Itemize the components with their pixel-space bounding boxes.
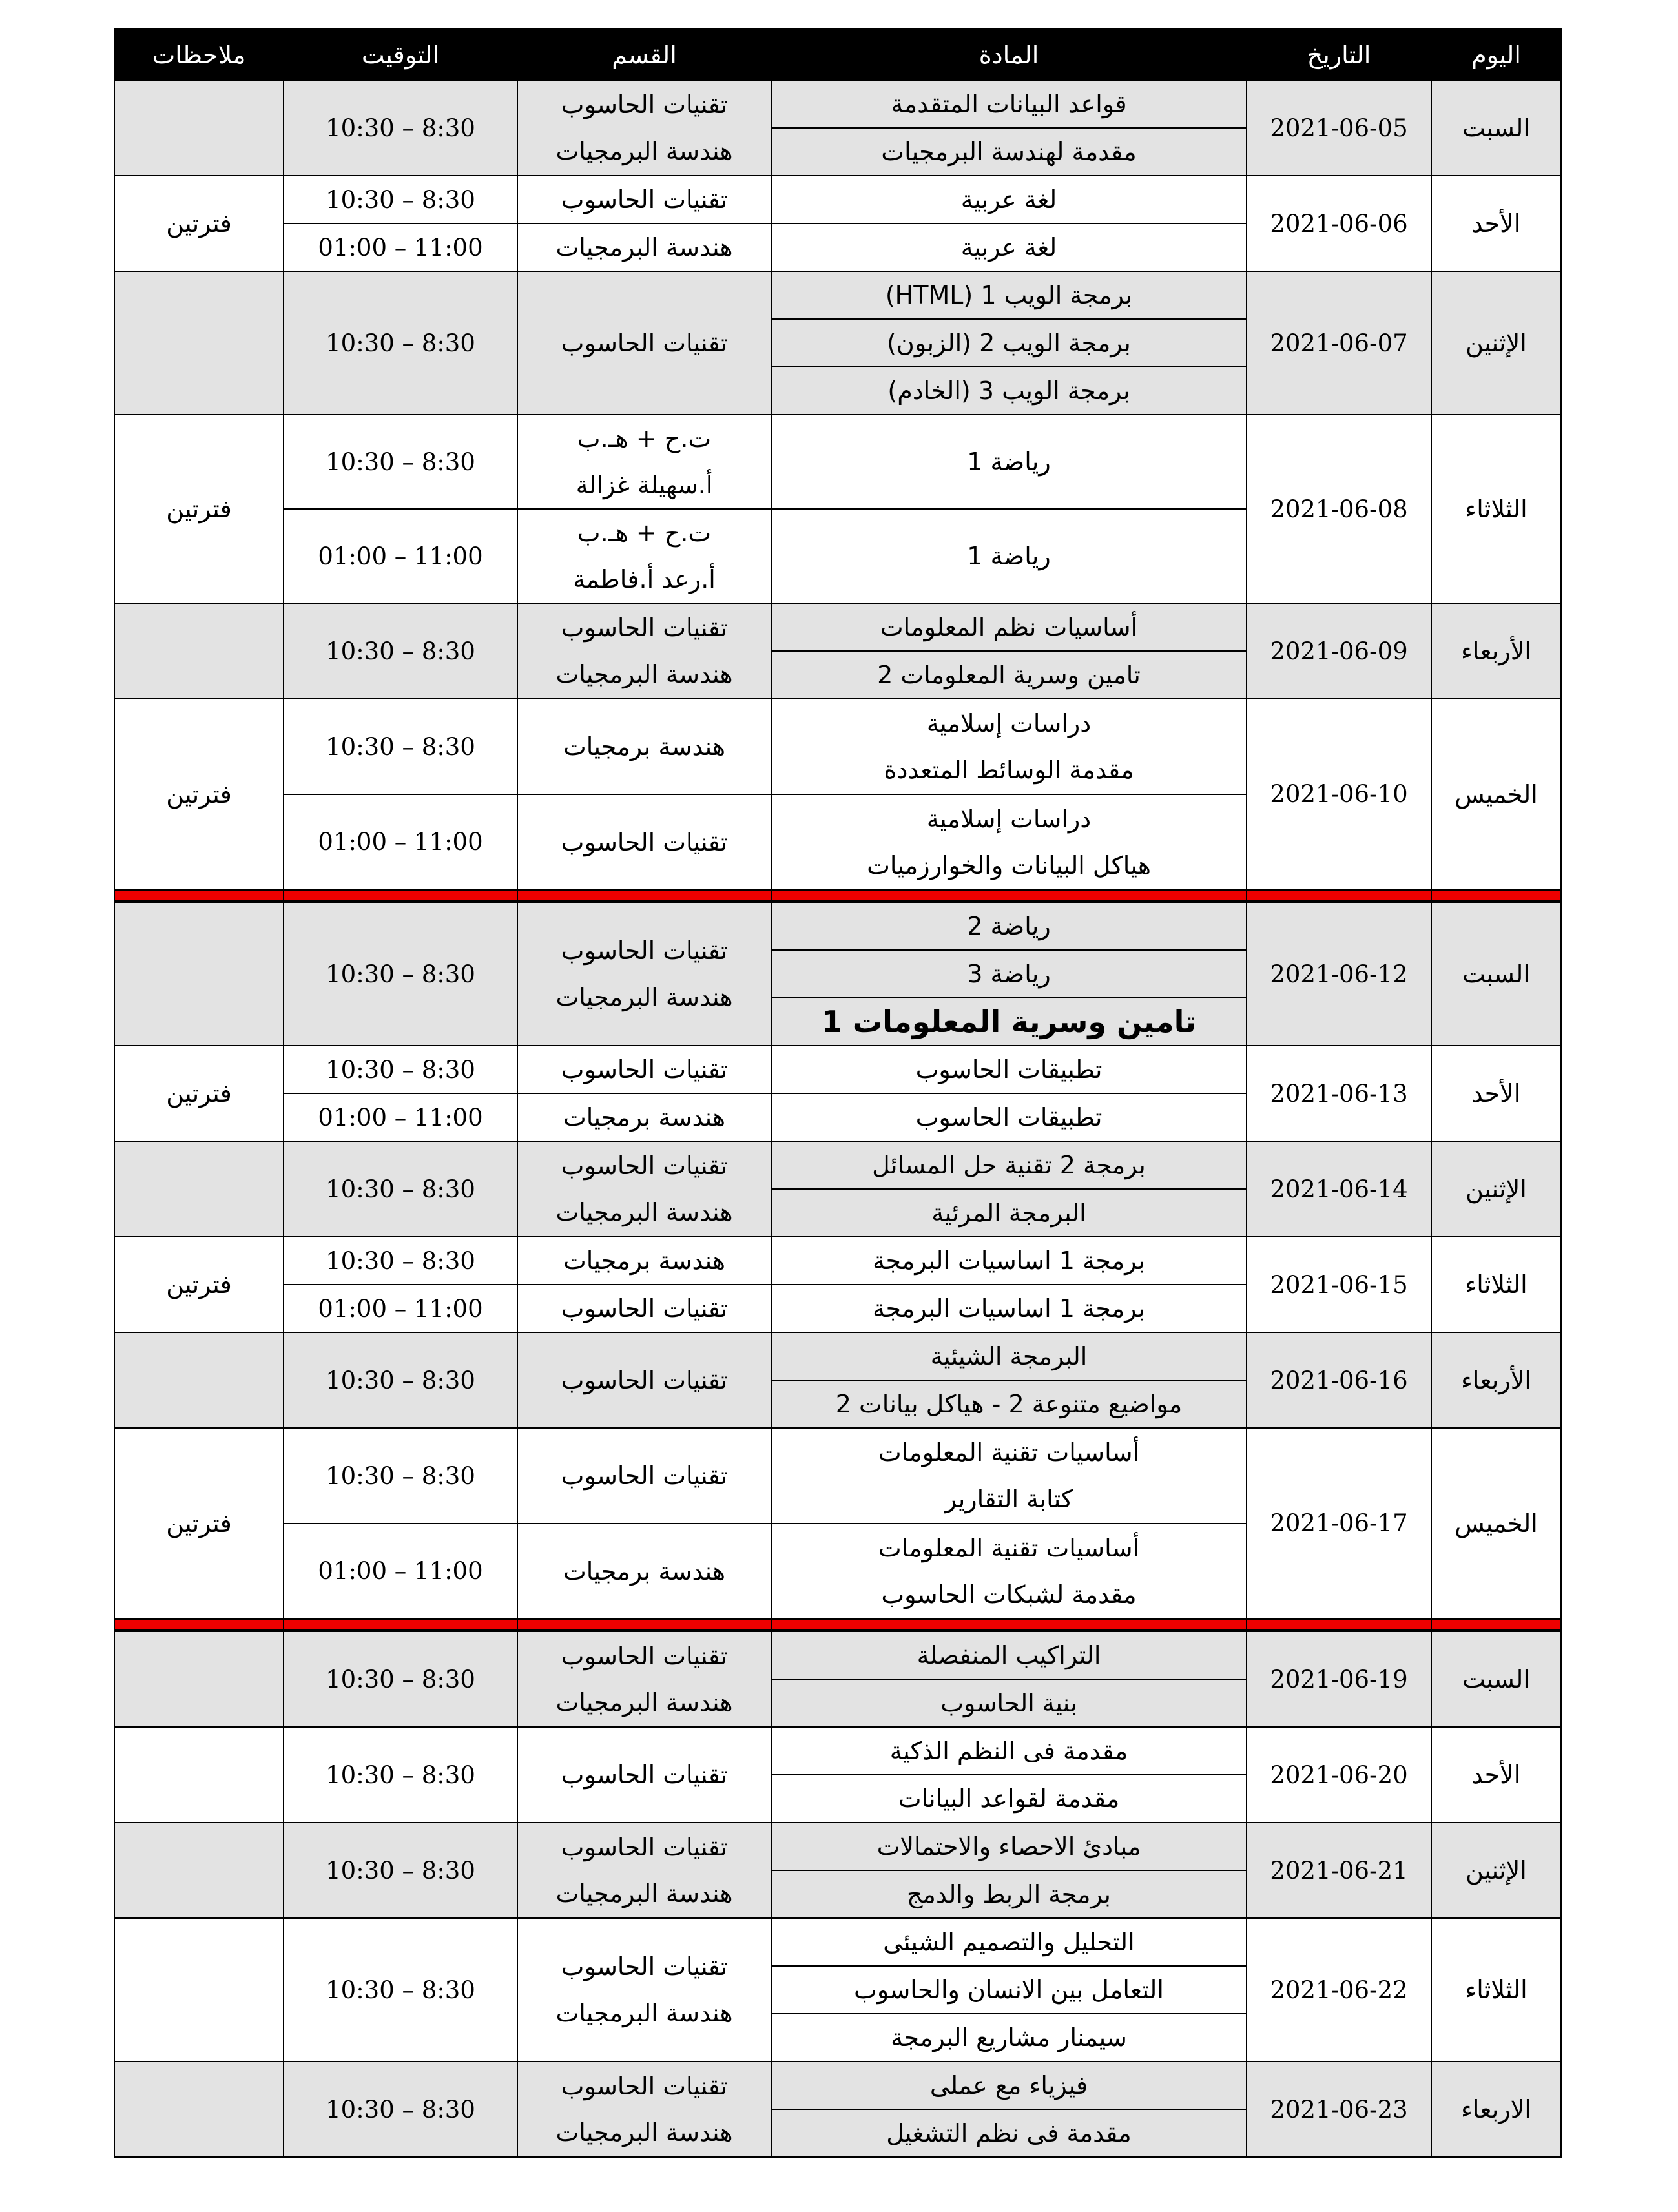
schedule-row bbox=[114, 1823, 1561, 1870]
subject-text: مقدمة لشبكات الحاسوب bbox=[881, 1580, 1137, 1609]
subject-text: كتابة التقارير bbox=[944, 1485, 1073, 1513]
department-text: تقنيات الحاسوب bbox=[561, 185, 728, 214]
separator-cell bbox=[114, 1619, 284, 1631]
subject-cell bbox=[771, 1380, 1247, 1428]
date-cell: 2021-06-12 bbox=[1247, 902, 1431, 1046]
department-text: أ.رعد أ.فاطمة bbox=[573, 565, 716, 594]
department-cell bbox=[517, 1918, 771, 2062]
schedule-row bbox=[114, 603, 1561, 651]
separator-cell bbox=[771, 890, 1247, 902]
schedule-row bbox=[114, 2062, 1561, 2109]
schedule-row bbox=[114, 80, 1561, 128]
time-cell: 01:00 – 11:00 bbox=[284, 223, 517, 271]
date-cell: 2021-06-13 bbox=[1247, 1046, 1431, 1141]
separator-cell bbox=[284, 890, 517, 902]
subject-cell bbox=[771, 1285, 1247, 1332]
department-text: تقنيات الحاسوب bbox=[561, 936, 728, 965]
subject-cell bbox=[771, 2062, 1247, 2109]
day-cell: الأحد bbox=[1431, 1046, 1561, 1141]
department-text: تقنيات الحاسوب bbox=[561, 1642, 728, 1670]
subject-text: مقدمة فى النظم الذكية bbox=[889, 1737, 1128, 1765]
subject-text: لغة عربية bbox=[960, 233, 1057, 262]
day-cell: الإثنين bbox=[1431, 1141, 1561, 1237]
subject-text: مقدمة لهندسة البرمجيات bbox=[881, 138, 1137, 166]
subject-text: التعامل بين الانسان والحاسوب bbox=[854, 1976, 1164, 2004]
subject-cell bbox=[771, 603, 1247, 651]
department-text: تقنيات الحاسوب bbox=[561, 1294, 728, 1323]
date-cell: 2021-06-16 bbox=[1247, 1332, 1431, 1428]
notes-cell: فترتين bbox=[114, 699, 284, 890]
header-date: التاريخ bbox=[1247, 29, 1431, 80]
schedule-row bbox=[114, 699, 1561, 794]
department-text: هندسة البرمجيات bbox=[555, 1999, 733, 2027]
department-cell bbox=[517, 603, 771, 699]
department-cell bbox=[517, 1141, 771, 1237]
department-cell bbox=[517, 223, 771, 271]
subject-text: رياضة 3 bbox=[967, 960, 1051, 988]
day-cell: السبت bbox=[1431, 80, 1561, 176]
subject-cell bbox=[771, 1823, 1247, 1870]
day-cell: الخميس bbox=[1431, 699, 1561, 890]
time-cell: 01:00 – 11:00 bbox=[284, 1524, 517, 1619]
department-text: أ.سهيلة غزالة bbox=[575, 471, 713, 499]
department-cell bbox=[517, 1823, 771, 1918]
notes-cell bbox=[114, 1823, 284, 1918]
date-cell: 2021-06-23 bbox=[1247, 2062, 1431, 2157]
subject-text: قواعد البيانات المتقدمة bbox=[891, 90, 1127, 118]
schedule-row bbox=[114, 1141, 1561, 1189]
time-cell: 01:00 – 11:00 bbox=[284, 509, 517, 603]
subject-text: أساسيات تقنية المعلومات bbox=[878, 1438, 1140, 1467]
notes-cell: فترتين bbox=[114, 1428, 284, 1619]
time-cell: 10:30 – 8:30 bbox=[284, 1141, 517, 1237]
department-cell bbox=[517, 794, 771, 890]
notes-cell bbox=[114, 2062, 284, 2157]
notes-cell: فترتين bbox=[114, 1237, 284, 1332]
subject-cell bbox=[771, 271, 1247, 319]
subject-text: رياضة 2 bbox=[967, 912, 1051, 940]
subject-text: دراسات إسلامية bbox=[926, 709, 1092, 738]
time-cell: 10:30 – 8:30 bbox=[284, 1918, 517, 2062]
notes-cell bbox=[114, 1631, 284, 1727]
week-separator bbox=[114, 1619, 1561, 1631]
subject-cell bbox=[771, 1775, 1247, 1823]
header-department: القسم bbox=[517, 29, 771, 80]
department-text: هندسة البرمجيات bbox=[555, 660, 733, 688]
header-day: اليوم bbox=[1431, 29, 1561, 80]
subject-text: مقدمة لقواعد البيانات bbox=[898, 1784, 1120, 1813]
date-cell: 2021-06-08 bbox=[1247, 415, 1431, 603]
subject-text: تامين وسرية المعلومات 2 bbox=[877, 661, 1141, 689]
time-cell: 10:30 – 8:30 bbox=[284, 80, 517, 176]
time-cell: 10:30 – 8:30 bbox=[284, 2062, 517, 2157]
subject-text: البرمجة المرئية bbox=[931, 1199, 1086, 1227]
time-cell: 10:30 – 8:30 bbox=[284, 1237, 517, 1285]
subject-cell bbox=[771, 176, 1247, 223]
schedule-row bbox=[114, 415, 1561, 509]
time-cell: 10:30 – 8:30 bbox=[284, 1428, 517, 1524]
date-cell: 2021-06-22 bbox=[1247, 1918, 1431, 2062]
subject-text: برمجة 2 تقنية حل المسائل bbox=[872, 1151, 1146, 1179]
department-text: تقنيات الحاسوب bbox=[561, 1761, 728, 1789]
subject-cell bbox=[771, 1332, 1247, 1380]
department-text: تقنيات الحاسوب bbox=[561, 1952, 728, 1981]
date-cell: 2021-06-10 bbox=[1247, 699, 1431, 890]
day-cell: الثلاثاء bbox=[1431, 415, 1561, 603]
schedule-row bbox=[114, 902, 1561, 950]
schedule-row bbox=[114, 271, 1561, 319]
subject-text: رياضة 1 bbox=[967, 542, 1051, 570]
date-cell: 2021-06-09 bbox=[1247, 603, 1431, 699]
subject-text: مواضيع متنوعة 2 - هياكل بيانات 2 bbox=[835, 1390, 1183, 1418]
day-cell: السبت bbox=[1431, 902, 1561, 1046]
separator-cell bbox=[1431, 1619, 1561, 1631]
department-text: هندسة برمجيات bbox=[563, 732, 725, 761]
subject-text: برمجة الويب 1 (HTML) bbox=[885, 281, 1133, 309]
date-cell: 2021-06-20 bbox=[1247, 1727, 1431, 1823]
subject-cell bbox=[771, 128, 1247, 176]
subject-text: فيزياء مع عملى bbox=[929, 2071, 1088, 2100]
department-cell bbox=[517, 271, 771, 415]
subject-cell bbox=[771, 1141, 1247, 1189]
day-cell: الأحد bbox=[1431, 1727, 1561, 1823]
subject-cell bbox=[771, 415, 1247, 509]
separator-cell bbox=[1247, 1619, 1431, 1631]
department-text: تقنيات الحاسوب bbox=[561, 1833, 728, 1861]
department-text: ت.ح + هـ.ب bbox=[577, 424, 712, 453]
subject-text: مقدمة الوسائط المتعددة bbox=[884, 756, 1134, 784]
subject-text: البرمجة الشيئية bbox=[930, 1342, 1088, 1370]
notes-cell: فترتين bbox=[114, 176, 284, 271]
subject-cell bbox=[771, 950, 1247, 998]
department-cell bbox=[517, 1631, 771, 1727]
subject-cell bbox=[771, 1918, 1247, 1966]
day-cell: الأربعاء bbox=[1431, 1332, 1561, 1428]
department-cell bbox=[517, 80, 771, 176]
time-cell: 10:30 – 8:30 bbox=[284, 902, 517, 1046]
subject-text: التراكيب المنفصلة bbox=[917, 1641, 1101, 1669]
time-cell: 10:30 – 8:30 bbox=[284, 699, 517, 794]
day-cell: الثلاثاء bbox=[1431, 1918, 1561, 2062]
department-text: هندسة برمجيات bbox=[563, 1246, 725, 1275]
date-cell: 2021-06-07 bbox=[1247, 271, 1431, 415]
time-cell: 10:30 – 8:30 bbox=[284, 1727, 517, 1823]
department-cell bbox=[517, 415, 771, 509]
subject-text: تطبيقات الحاسوب bbox=[915, 1103, 1103, 1132]
time-cell: 01:00 – 11:00 bbox=[284, 794, 517, 890]
notes-cell bbox=[114, 1332, 284, 1428]
subject-cell bbox=[771, 367, 1247, 415]
day-cell: الإثنين bbox=[1431, 1823, 1561, 1918]
department-cell bbox=[517, 1428, 771, 1524]
header-row bbox=[114, 29, 1561, 80]
subject-text: بنية الحاسوب bbox=[940, 1689, 1077, 1717]
subject-cell bbox=[771, 223, 1247, 271]
department-text: هندسة البرمجيات bbox=[555, 137, 733, 165]
notes-cell bbox=[114, 603, 284, 699]
schedule-row bbox=[114, 1918, 1561, 1966]
notes-cell bbox=[114, 271, 284, 415]
department-text: هندسة برمجيات bbox=[563, 1556, 725, 1586]
day-cell: الخميس bbox=[1431, 1428, 1561, 1619]
subject-text: تطبيقات الحاسوب bbox=[915, 1055, 1103, 1084]
date-cell: 2021-06-17 bbox=[1247, 1428, 1431, 1619]
time-cell: 10:30 – 8:30 bbox=[284, 176, 517, 223]
department-text: هندسة برمجيات bbox=[563, 1103, 725, 1132]
schedule-row bbox=[114, 1237, 1561, 1285]
separator-cell bbox=[1247, 890, 1431, 902]
department-text: هندسة البرمجيات bbox=[555, 1879, 733, 1908]
separator-cell bbox=[771, 1619, 1247, 1631]
subject-text: رياضة 1 bbox=[967, 448, 1051, 476]
day-cell: الأحد bbox=[1431, 176, 1561, 271]
subject-text: أساسيات تقنية المعلومات bbox=[878, 1533, 1140, 1562]
subject-cell bbox=[771, 1189, 1247, 1237]
subject-cell bbox=[771, 1870, 1247, 1918]
notes-cell: فترتين bbox=[114, 1046, 284, 1141]
notes-cell bbox=[114, 1141, 284, 1237]
subject-text: برمجة 1 اساسيات البرمجة bbox=[873, 1246, 1145, 1275]
subject-cell bbox=[771, 1966, 1247, 2014]
notes-cell bbox=[114, 1918, 284, 2062]
department-text: تقنيات الحاسوب bbox=[561, 329, 728, 357]
subject-text: هياكل البيانات والخوارزميات bbox=[867, 851, 1151, 880]
date-cell: 2021-06-05 bbox=[1247, 80, 1431, 176]
subject-text: مقدمة فى نظم التشغيل bbox=[886, 2119, 1132, 2147]
date-cell: 2021-06-15 bbox=[1247, 1237, 1431, 1332]
subject-cell bbox=[771, 80, 1247, 128]
subject-cell bbox=[771, 1524, 1247, 1619]
schedule-row bbox=[114, 1631, 1561, 1679]
subject-text: تامين وسرية المعلومات 1 bbox=[821, 1004, 1197, 1039]
department-cell bbox=[517, 1524, 771, 1619]
day-cell: الإثنين bbox=[1431, 271, 1561, 415]
department-text: تقنيات الحاسوب bbox=[561, 1055, 728, 1084]
department-text: هندسة البرمجيات bbox=[555, 1688, 733, 1717]
separator-cell bbox=[517, 1619, 771, 1631]
subject-cell bbox=[771, 1093, 1247, 1141]
time-cell: 10:30 – 8:30 bbox=[284, 1046, 517, 1093]
subject-text: برمجة 1 اساسيات البرمجة bbox=[873, 1294, 1145, 1323]
department-cell bbox=[517, 2062, 771, 2157]
subject-text: التحليل والتصميم الشيئى bbox=[883, 1928, 1135, 1956]
department-text: تقنيات الحاسوب bbox=[561, 1152, 728, 1180]
time-cell: 10:30 – 8:30 bbox=[284, 271, 517, 415]
day-cell: الأربعاء bbox=[1431, 603, 1561, 699]
subject-text: دراسات إسلامية bbox=[926, 804, 1092, 833]
subject-cell bbox=[771, 699, 1247, 794]
notes-cell bbox=[114, 80, 284, 176]
schedule-row bbox=[114, 1727, 1561, 1775]
department-cell bbox=[517, 699, 771, 794]
schedule-body bbox=[114, 80, 1561, 2157]
department-text: تقنيات الحاسوب bbox=[561, 2072, 728, 2100]
subject-text: برمجة الويب 3 (الخادم) bbox=[887, 377, 1130, 405]
subject-cell bbox=[771, 1679, 1247, 1727]
day-cell: الثلاثاء bbox=[1431, 1237, 1561, 1332]
subject-cell bbox=[771, 2109, 1247, 2157]
date-cell: 2021-06-19 bbox=[1247, 1631, 1431, 1727]
separator-cell bbox=[1431, 890, 1561, 902]
department-text: هندسة البرمجيات bbox=[555, 2118, 733, 2147]
subject-text: برمجة الربط والدمج bbox=[906, 1880, 1112, 1908]
subject-cell bbox=[771, 2014, 1247, 2062]
department-text: تقنيات الحاسوب bbox=[561, 1462, 728, 1490]
schedule-row bbox=[114, 176, 1561, 223]
subject-cell bbox=[771, 998, 1247, 1046]
department-cell bbox=[517, 176, 771, 223]
subject-cell bbox=[771, 1428, 1247, 1524]
separator-cell bbox=[517, 890, 771, 902]
header-subject: المادة bbox=[771, 29, 1247, 80]
department-cell bbox=[517, 1237, 771, 1285]
schedule-row bbox=[114, 1046, 1561, 1093]
department-text: تقنيات الحاسوب bbox=[561, 90, 728, 119]
department-text: تقنيات الحاسوب bbox=[561, 1366, 728, 1394]
subject-cell bbox=[771, 794, 1247, 890]
schedule-row bbox=[114, 1332, 1561, 1380]
subject-text: سيمنار مشاريع البرمجة bbox=[891, 2023, 1127, 2052]
department-cell bbox=[517, 1727, 771, 1823]
subject-text: مبادئ الاحصاء والاحتمالات bbox=[876, 1832, 1141, 1861]
department-cell bbox=[517, 902, 771, 1046]
exam-schedule-table bbox=[114, 28, 1562, 2158]
separator-cell bbox=[114, 890, 284, 902]
date-cell: 2021-06-06 bbox=[1247, 176, 1431, 271]
subject-text: لغة عربية bbox=[960, 185, 1057, 214]
department-text: هندسة البرمجيات bbox=[555, 233, 733, 262]
subject-cell bbox=[771, 1046, 1247, 1093]
schedule-row bbox=[114, 1428, 1561, 1524]
subject-text: أساسيات نظم المعلومات bbox=[880, 613, 1138, 641]
day-cell: الاربعاء bbox=[1431, 2062, 1561, 2157]
subject-cell bbox=[771, 1727, 1247, 1775]
subject-cell bbox=[771, 509, 1247, 603]
notes-cell bbox=[114, 1727, 284, 1823]
department-cell bbox=[517, 1046, 771, 1093]
header-notes: ملاحظات bbox=[114, 29, 284, 80]
subject-cell bbox=[771, 651, 1247, 699]
time-cell: 01:00 – 11:00 bbox=[284, 1093, 517, 1141]
time-cell: 10:30 – 8:30 bbox=[284, 1823, 517, 1918]
department-cell bbox=[517, 509, 771, 603]
notes-cell bbox=[114, 902, 284, 1046]
department-text: تقنيات الحاسوب bbox=[561, 614, 728, 642]
time-cell: 10:30 – 8:30 bbox=[284, 1631, 517, 1727]
header-time: التوقيت bbox=[284, 29, 517, 80]
subject-cell bbox=[771, 1237, 1247, 1285]
subject-cell bbox=[771, 902, 1247, 950]
subject-cell bbox=[771, 319, 1247, 367]
time-cell: 01:00 – 11:00 bbox=[284, 1285, 517, 1332]
time-cell: 10:30 – 8:30 bbox=[284, 603, 517, 699]
day-cell: السبت bbox=[1431, 1631, 1561, 1727]
time-cell: 10:30 – 8:30 bbox=[284, 1332, 517, 1428]
subject-text: برمجة الويب 2 (الزبون) bbox=[887, 329, 1131, 357]
date-cell: 2021-06-14 bbox=[1247, 1141, 1431, 1237]
department-cell bbox=[517, 1093, 771, 1141]
department-text: ت.ح + هـ.ب bbox=[577, 519, 712, 547]
time-cell: 10:30 – 8:30 bbox=[284, 415, 517, 509]
separator-cell bbox=[284, 1619, 517, 1631]
subject-cell bbox=[771, 1631, 1247, 1679]
department-text: هندسة البرمجيات bbox=[555, 1198, 733, 1226]
week-separator bbox=[114, 890, 1561, 902]
department-text: تقنيات الحاسوب bbox=[561, 827, 728, 856]
department-cell bbox=[517, 1332, 771, 1428]
department-text: هندسة البرمجيات bbox=[555, 983, 733, 1011]
date-cell: 2021-06-21 bbox=[1247, 1823, 1431, 1918]
department-cell bbox=[517, 1285, 771, 1332]
notes-cell: فترتين bbox=[114, 415, 284, 603]
